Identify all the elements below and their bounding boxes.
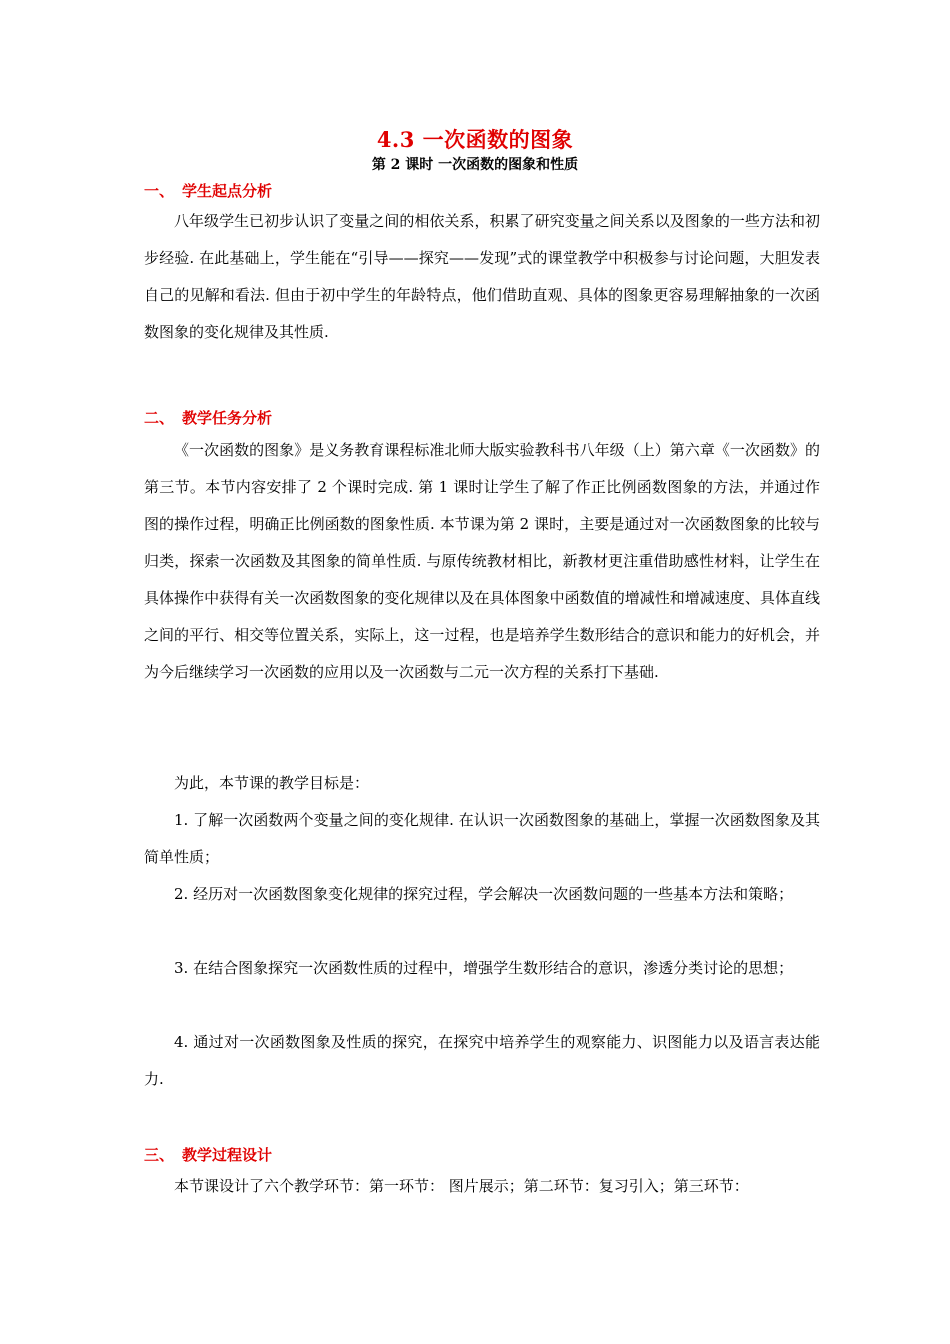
section-title: 教学过程设计: [182, 1146, 273, 1164]
section-number: 一、: [144, 182, 175, 200]
objective-3: 3. 在结合图象探究一次函数性质的过程中，增强学生数形结合的意识，渗透分类讨论的思想；: [174, 959, 794, 977]
section-heading-2: [144, 407, 272, 428]
section-2-paragraph-2: 为此，本节课的教学目标是：: [174, 774, 370, 792]
section-1-paragraph-1: 八年级学生已初步认识了变量之间的相依关系，积累了研究变量之间关系以及图象的一些方法和初步经验. 在此基础上，学生能在“引导——探究——发现”式的课堂教学中积极参与讨论问题，大胆发表自己的见解和看法. 但由于初中学生的年龄特点，他们借助直观、具体的图象更容易理解抽象的一次函数图象的变化规律及其性质.: [144, 212, 820, 341]
section-heading-3: [144, 1144, 272, 1165]
document-title: 4.3 一次函数的图象: [376, 127, 574, 152]
section-3-paragraph-1: 本节课设计了六个教学环节：第一环节： 图片展示；第二环节：复习引入；第三环节：: [174, 1177, 749, 1195]
section-number: 二、: [144, 409, 175, 427]
section-heading-1: [144, 180, 272, 201]
section-title: 学生起点分析: [182, 182, 273, 200]
objective-1: 1. 了解一次函数两个变量之间的变化规律. 在认识一次函数图象的基础上，掌握一次函数图象及其简单性质；: [144, 811, 820, 866]
section-title: 教学任务分析: [182, 409, 273, 427]
section-2-paragraph-1: 《一次函数的图象》是义务教育课程标准北师大版实验教科书八年级（上）第六章《一次函数》的第三节。本节内容安排了 2 个课时完成. 第 1 课时让学生了解了作正比例函数图象的方法，并通过作图的操作过程，明确正比例函数的图象性质. 本节课为第 2 课时，主要是通过对一次函数图象的比较与归类，探索一次函数及其图象的简单性质. 与原传统教材相比，新教材更注重借助感性材料，让学生在具体操作中获得有关一次函数图象的变化规律以及在具体图象中函数值的增减性和增减速度、具体直线之间的平行、相交等位置关系，实际上，这一过程，也是培养学生数形结合的意识和能力的好机会，并为今后继续学习一次函数的应用以及一次函数与二元一次方程的关系打下基础.: [144, 441, 820, 681]
document-subtitle: 第 2 课时 一次函数的图象和性质: [371, 157, 579, 173]
objective-4: 4. 通过对一次函数图象及性质的探究，在探究中培养学生的观察能力、识图能力以及语言表达能力.: [144, 1033, 820, 1088]
objective-2: 2. 经历对一次函数图象变化规律的探究过程，学会解决一次函数问题的一些基本方法和策略；: [174, 885, 794, 903]
section-number: 三、: [144, 1146, 175, 1164]
